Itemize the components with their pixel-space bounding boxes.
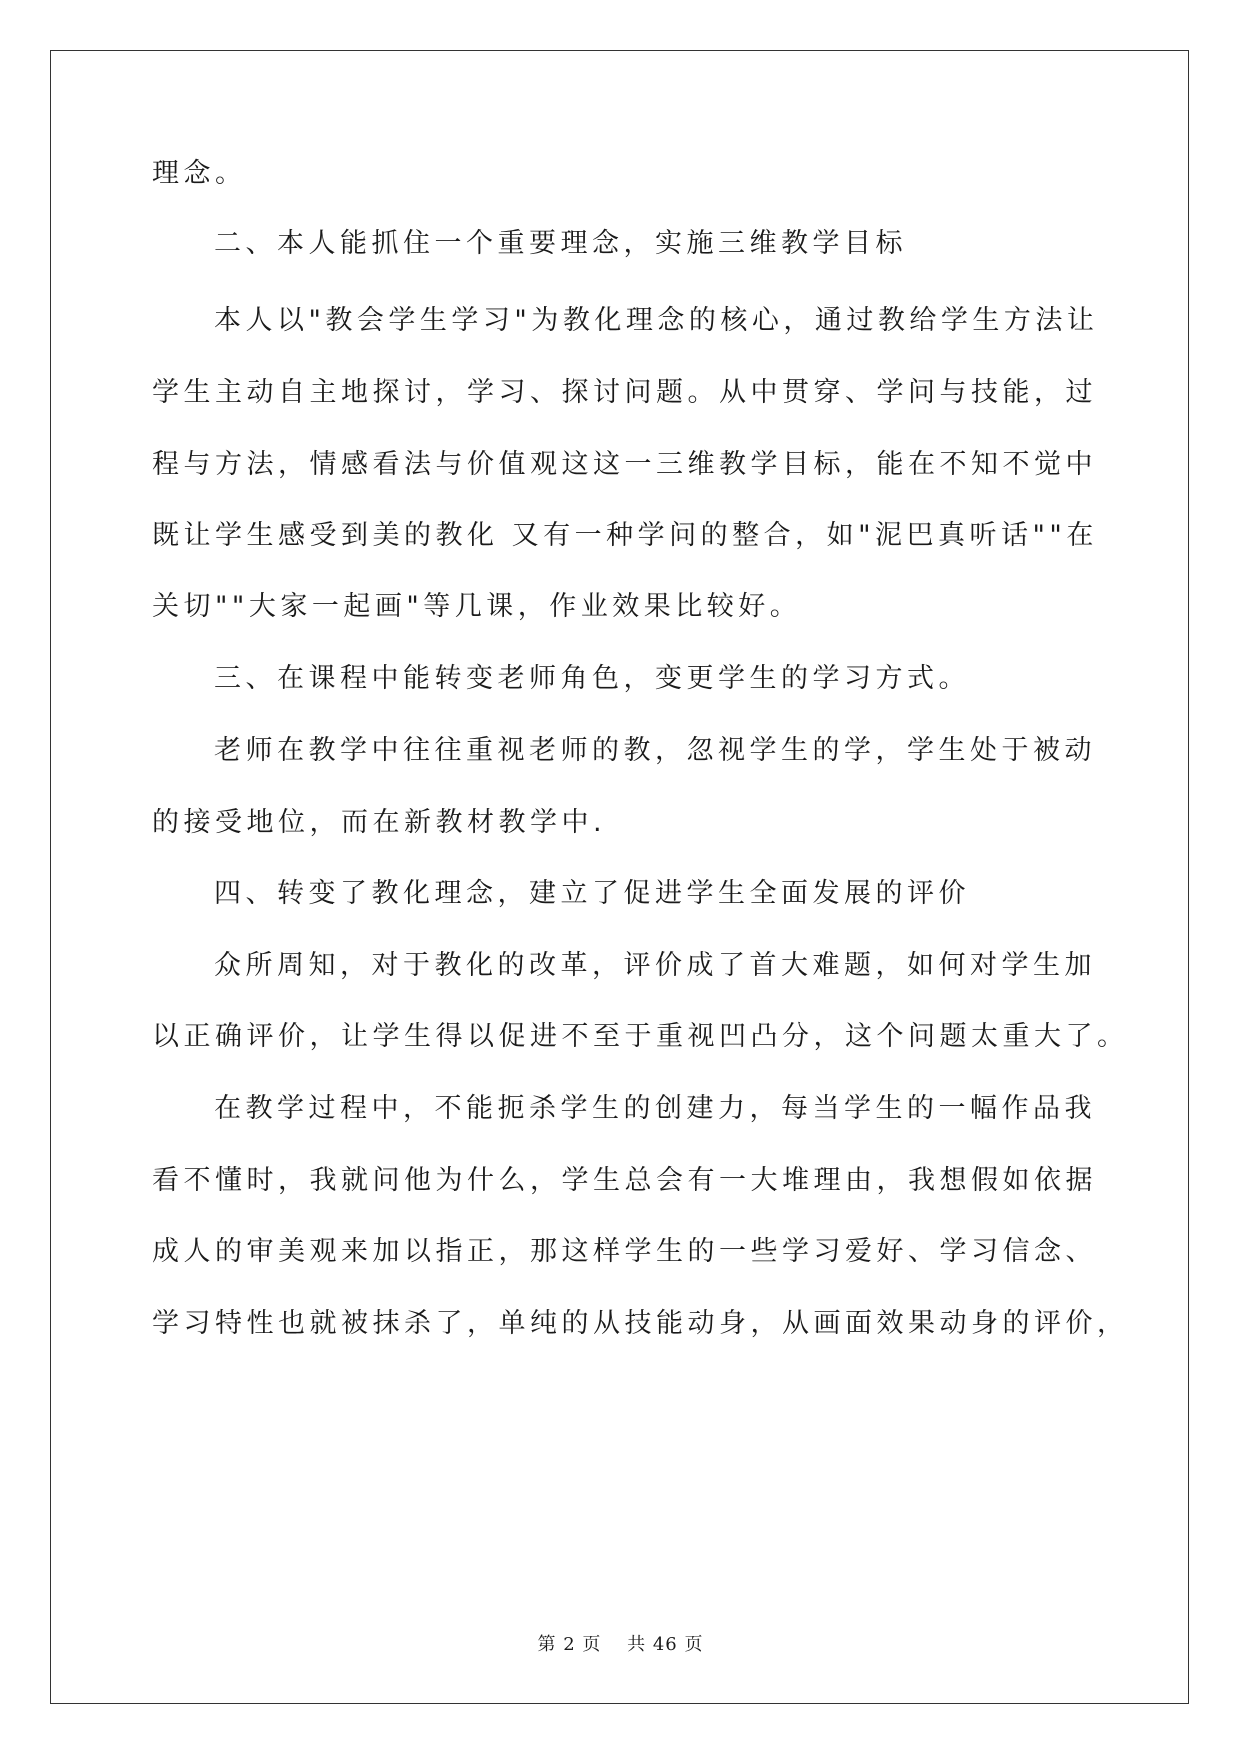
text-line: 程与方法，情感看法与价值观这这一三维教学目标，能在不知不觉中 — [152, 449, 1097, 480]
page-border — [50, 50, 1189, 1704]
text-line: 的接受地位，而在新教材教学中. — [152, 807, 607, 838]
text-line: 成人的审美观来加以指正，那这样学生的一些学习爱好、学习信念、 — [152, 1236, 1097, 1267]
text-line: 在教学过程中，不能扼杀学生的创建力，每当学生的一幅作品我 — [214, 1093, 1096, 1124]
text-line: 学生主动自主地探讨，学习、探讨问题。从中贯穿、学问与技能，过 — [152, 377, 1097, 408]
section-heading: 三、在课程中能转变老师角色，变更学生的学习方式。 — [214, 663, 970, 694]
section-heading: 四、转变了教化理念，建立了促进学生全面发展的评价 — [214, 878, 970, 909]
text-line: 老师在教学中往往重视老师的教，忽视学生的学，学生处于被动 — [214, 735, 1096, 766]
text-line: 看不懂时，我就问他为什么，学生总会有一大堆理由，我想假如依据 — [152, 1165, 1097, 1196]
text-line: 本人以"教会学生学习"为教化理念的核心，通过教给学生方法让 — [214, 305, 1099, 336]
page-number-footer: 第 2 页 共 46 页 — [537, 1634, 704, 1655]
text-line: 理念。 — [152, 158, 247, 189]
text-line: 学习特性也就被抹杀了，单纯的从技能动身，从画面效果动身的评价， — [152, 1308, 1129, 1339]
text-line: 既让学生感受到美的教化 又有一种学问的整合，如"泥巴真听话""在 — [152, 520, 1098, 551]
text-line: 众所周知，对于教化的改革，评价成了首大难题，如何对学生加 — [214, 950, 1096, 981]
section-heading: 二、本人能抓住一个重要理念，实施三维教学目标 — [214, 228, 907, 259]
text-line: 关切""大家一起画"等几课，作业效果比较好。 — [152, 591, 802, 622]
text-line: 以正确评价，让学生得以促进不至于重视凹凸分，这个问题太重大了。 — [152, 1021, 1129, 1052]
